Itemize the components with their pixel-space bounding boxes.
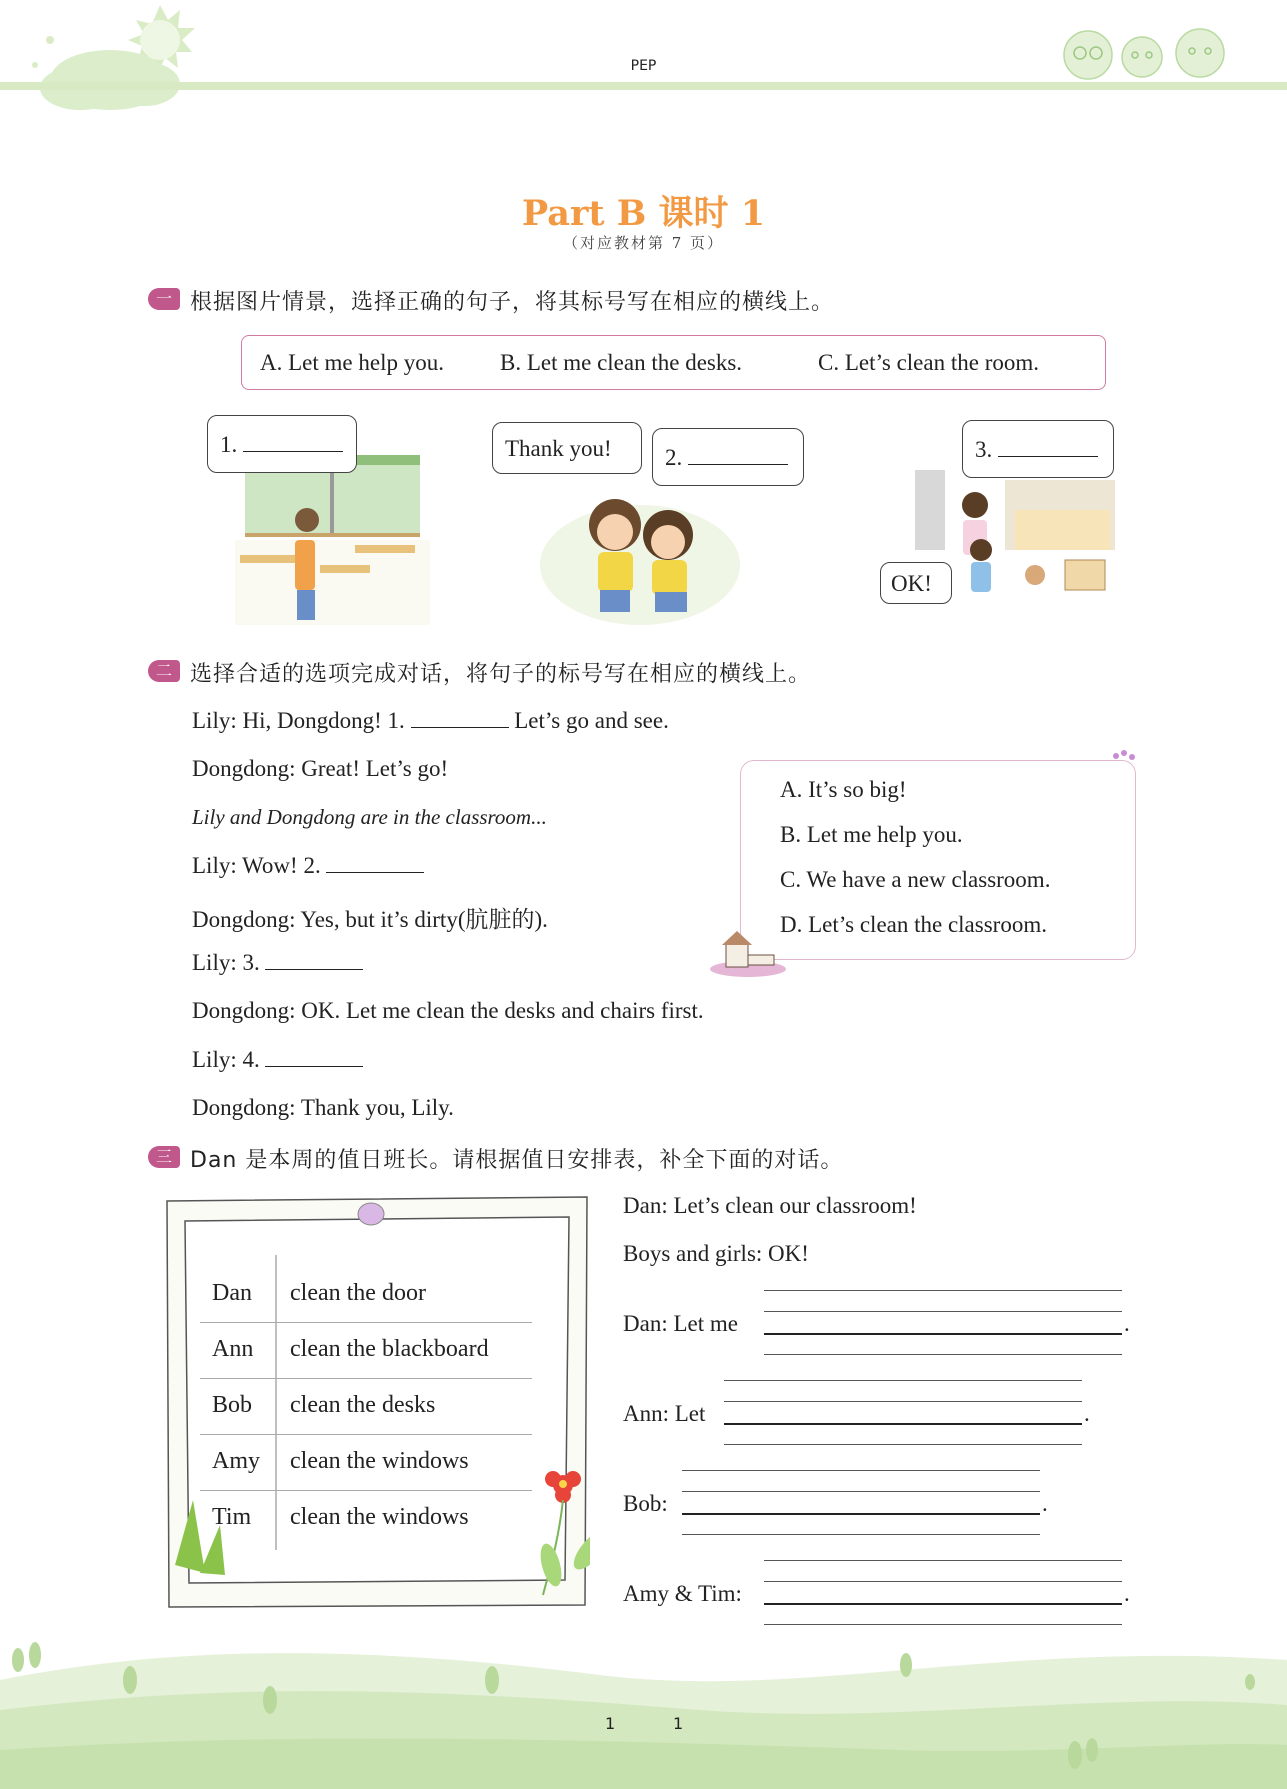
bubble-2-label: 2. xyxy=(665,445,683,470)
section-1-option-a: A. Let me help you. xyxy=(260,350,444,375)
roster-divider xyxy=(200,1434,532,1435)
writing-guide-line xyxy=(724,1444,1082,1445)
bubble-3-label: 3. xyxy=(975,437,993,462)
dialogue-line-1 xyxy=(192,708,669,734)
section-2-option-d: D. Let’s clean the classroom. xyxy=(780,912,1047,937)
writing-dan-label: Dan: Let me xyxy=(623,1311,738,1336)
picture-1-speech-bubble xyxy=(207,415,357,473)
section-1-instruction: 根据图片情景，选择正确的句子，将其标号写在相应的横线上。 xyxy=(190,290,835,315)
roster-divider xyxy=(200,1378,532,1379)
dialogue-line-7: Dongdong: OK. Let me clean the desks and chairs first. xyxy=(192,998,704,1023)
roster-name: Ann xyxy=(212,1336,254,1362)
writing-guide-line xyxy=(764,1354,1122,1355)
picture-2-speech-bubble xyxy=(652,428,804,486)
picture-3-ok-bubble: OK! xyxy=(880,562,952,604)
dialogue-line-6-text: Lily: 3. xyxy=(192,950,260,975)
period: . xyxy=(1124,1311,1130,1336)
dialogue-blank-4[interactable] xyxy=(265,1048,363,1067)
roster-task: clean the desks xyxy=(290,1392,436,1418)
dialogue-line-4-text: Lily: Wow! 2. xyxy=(192,853,321,878)
writing-dialogue-2: Boys and girls: OK! xyxy=(623,1241,809,1266)
dan-answer-line[interactable] xyxy=(764,1333,1122,1335)
dialogue-line-9: Dongdong: Thank you, Lily. xyxy=(192,1095,454,1120)
bubble-1-label: 1. xyxy=(220,432,238,457)
section-1-option-c: C. Let’s clean the room. xyxy=(818,350,1039,375)
bubble-1-blank[interactable] xyxy=(243,433,343,452)
dialogue-line-2: Dongdong: Great! Let’s go! xyxy=(192,756,449,781)
section-3-badge: 三 xyxy=(148,1146,180,1168)
writing-dialogue-1: Dan: Let’s clean our classroom! xyxy=(623,1193,917,1218)
page-subtitle: （对应教材第 7 页） xyxy=(562,234,725,252)
picture-2-two-boys-helping xyxy=(540,470,745,625)
section-2-badge: 二 xyxy=(148,660,180,682)
flower-decoration-icon xyxy=(1110,748,1140,768)
dialogue-line-6 xyxy=(192,950,363,976)
writing-guide-line xyxy=(764,1290,1122,1291)
section-3-instruction: Dan 是本周的值日班长。请根据值日安排表，补全下面的对话。 xyxy=(190,1148,844,1173)
writing-guide-line xyxy=(764,1581,1122,1582)
writing-guide-line xyxy=(682,1491,1040,1492)
dialogue-line-5: Dongdong: Yes, but it’s dirty(肮脏的). xyxy=(192,907,548,932)
dialogue-blank-2[interactable] xyxy=(326,854,424,873)
roster-task: clean the door xyxy=(290,1280,426,1306)
dialogue-line-1-end: Let’s go and see. xyxy=(514,708,669,733)
period: . xyxy=(1042,1491,1048,1516)
section-2-instruction: 选择合适的选项完成对话，将句子的标号写在相应的横线上。 xyxy=(190,662,812,687)
writing-guide-line xyxy=(682,1534,1040,1535)
amy-tim-answer-line[interactable] xyxy=(764,1603,1122,1605)
header-label: PEP xyxy=(630,58,657,74)
roster-name: Dan xyxy=(212,1280,252,1306)
roster-name: Amy xyxy=(212,1448,260,1474)
section-2-option-c: C. We have a new classroom. xyxy=(780,867,1051,892)
writing-amy-tim-label: Amy & Tim: xyxy=(623,1581,742,1606)
small-house-icon xyxy=(708,925,788,977)
footer-hills-illustration xyxy=(0,1620,1287,1789)
writing-guide-line xyxy=(764,1311,1122,1312)
writing-ann-label: Ann: Let xyxy=(623,1401,706,1426)
writing-guide-line xyxy=(682,1470,1040,1471)
roster-task: clean the windows xyxy=(290,1504,469,1530)
dialogue-line-8-text: Lily: 4. xyxy=(192,1047,260,1072)
writing-guide-line xyxy=(724,1401,1082,1402)
writing-guide-line xyxy=(724,1380,1082,1381)
dialogue-line-8 xyxy=(192,1047,363,1073)
section-1-badge: 一 xyxy=(148,288,180,310)
dialogue-blank-3[interactable] xyxy=(265,951,363,970)
bubble-2-blank[interactable] xyxy=(688,446,788,465)
dialogue-blank-1[interactable] xyxy=(411,709,509,728)
page-number-left: 1 xyxy=(605,1714,616,1733)
period: . xyxy=(1084,1401,1090,1426)
section-2-option-a: A. It’s so big! xyxy=(780,777,907,802)
dialogue-narration: Lily and Dongdong are in the classroom... xyxy=(192,805,547,829)
bob-answer-line[interactable] xyxy=(682,1513,1040,1515)
page-number-right: 1 xyxy=(673,1714,684,1733)
roster-name: Tim xyxy=(212,1504,252,1530)
ann-answer-line[interactable] xyxy=(724,1423,1082,1425)
roster-task: clean the windows xyxy=(290,1448,469,1474)
roster-divider xyxy=(200,1322,532,1323)
section-1-option-b: B. Let me clean the desks. xyxy=(500,350,743,375)
period: . xyxy=(1124,1581,1130,1606)
header-animals-illustration xyxy=(1050,15,1250,85)
page-title: Part B 课时 1 xyxy=(521,193,766,234)
writing-bob-label: Bob: xyxy=(623,1491,668,1516)
roster-task: clean the blackboard xyxy=(290,1336,489,1362)
dialogue-line-4 xyxy=(192,853,424,879)
section-2-option-b: B. Let me help you. xyxy=(780,822,963,847)
roster-name: Bob xyxy=(212,1392,253,1418)
dialogue-line-1-start: Lily: Hi, Dongdong! 1. xyxy=(192,708,405,733)
picture-2-thank-you-bubble: Thank you! xyxy=(492,422,642,474)
bubble-3-blank[interactable] xyxy=(998,438,1098,457)
picture-3-speech-bubble xyxy=(962,420,1114,478)
writing-guide-line xyxy=(764,1560,1122,1561)
roster-divider xyxy=(200,1490,532,1491)
